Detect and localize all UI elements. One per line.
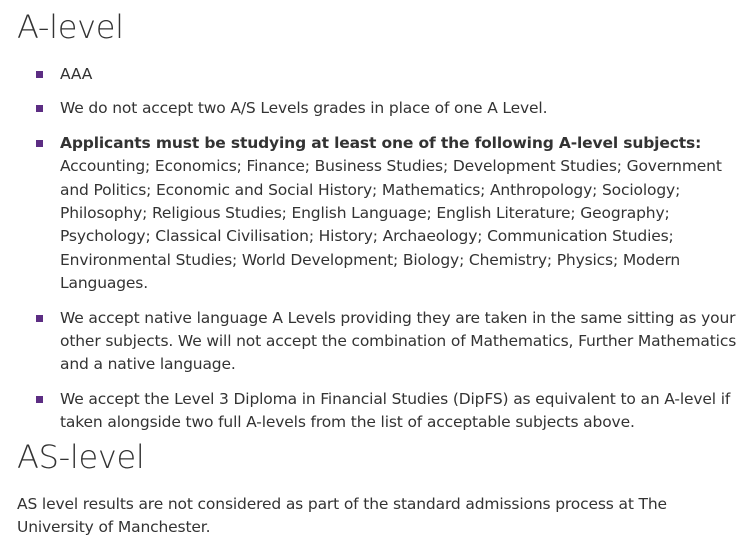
list-item-text: We do not accept two A/S Levels grades in place of one A Level. xyxy=(60,99,548,118)
list-item-text: Accounting; Economics; Finance; Business Studies; Development Studies; Government and Politics; Economic and Social History; Mathematics; Anthropology; Sociology; Philosophy; Religious Studies; English Language; English Literature; Geography; Psychology; Classical Civilisation; History; Archaeology; Communication Studies; Environmental Studies; World Development; Biology; Chemistry; Physics; Modern Languages. xyxy=(60,157,722,293)
list-item xyxy=(17,63,747,86)
list-item xyxy=(17,132,747,296)
as-level-text: AS level results are not considered as part of the standard admissions process at The University of Manchester. xyxy=(17,495,667,537)
square-bullet-icon xyxy=(36,71,43,78)
list-item-text: We accept the Level 3 Diploma in Financial Studies (DipFS) as equivalent to an A-level if taken alongside two full A-levels from the list of acceptable subjects above. xyxy=(60,389,731,432)
square-bullet-icon xyxy=(36,315,43,322)
a-level-heading: A-level xyxy=(17,8,124,46)
a-level-requirements-list xyxy=(17,63,747,446)
square-bullet-icon xyxy=(36,105,43,112)
list-item xyxy=(17,307,747,377)
square-bullet-icon xyxy=(36,140,43,147)
list-item xyxy=(17,97,747,120)
list-item-text: AAA xyxy=(60,65,93,83)
list-item xyxy=(17,388,747,435)
as-level-heading: AS-level xyxy=(17,438,145,476)
list-item-bold-text: Applicants must be studying at least one of the following A-level subjects: xyxy=(60,133,702,152)
list-item-text: We accept native language A Levels providing they are taken in the same sitting as your other subjects. We will not accept the combination of Mathematics, Further Mathematics and a native language. xyxy=(60,308,737,374)
square-bullet-icon xyxy=(36,396,43,403)
